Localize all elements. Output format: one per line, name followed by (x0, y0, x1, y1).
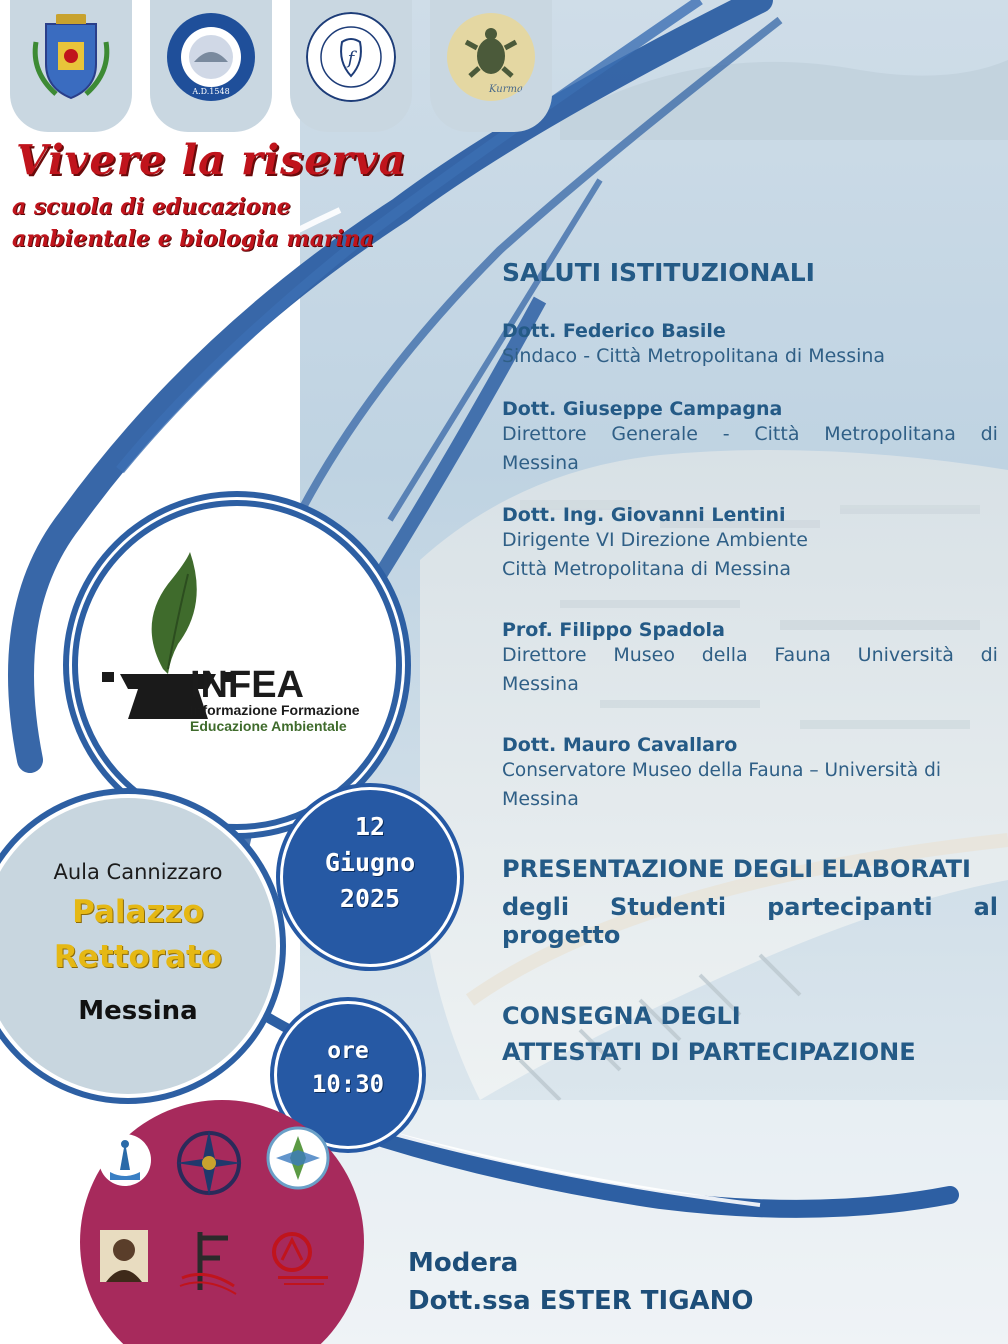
role-word: Fauna (774, 644, 831, 666)
word: al (973, 893, 998, 921)
speaker-role-line (502, 420, 998, 449)
date-year: 2025 (339, 884, 401, 913)
presentazione-line3: progetto (502, 921, 621, 949)
infea-line1: Informazione Formazione (190, 702, 360, 718)
saluti-heading: SALUTI ISTITUZIONALI (502, 258, 815, 287)
speaker-block (502, 619, 998, 699)
svg-text:Kurma: Kurma (489, 84, 523, 95)
venue-building-line1: Palazzo (72, 894, 204, 930)
venue-city: Messina (78, 996, 198, 1026)
role-word: Città (754, 423, 800, 445)
province-crest-icon (26, 12, 116, 102)
role-word: Metropolitana (824, 423, 956, 445)
university-messina-seal-icon (166, 12, 256, 102)
logo-tile-museo (290, 0, 412, 132)
venue-building-line2: Rettorato (53, 939, 223, 975)
presentazione-justified (502, 893, 998, 921)
moderator-name: Dott.ssa ESTER TIGANO (408, 1286, 754, 1316)
poster-subtitle-line2: ambientale e biologia marina (12, 226, 375, 252)
speaker-name: Dott. Mauro Cavallaro (502, 734, 738, 756)
date-circle (283, 790, 457, 964)
role-word: Università (857, 644, 954, 666)
word: partecipanti (767, 893, 933, 921)
svg-text:A.D.1548: A.D.1548 (192, 87, 230, 96)
school-logo-5-icon (176, 1228, 240, 1300)
role-word: Generale (611, 423, 698, 445)
school-logo-3-icon (266, 1126, 330, 1190)
date-day: 12 (354, 812, 386, 841)
infea-logo-circle (72, 500, 402, 830)
presentazione-line (502, 893, 998, 949)
partners-circle (80, 1100, 364, 1344)
presentazione-heading: PRESENTAZIONE DEGLI ELABORATI (502, 855, 971, 883)
poster-subtitle-line1: a scuola di educazione (12, 194, 291, 220)
school-logo-1-icon (98, 1130, 152, 1190)
museo-fauna-logo-icon (306, 12, 396, 102)
infea-line2: Educazione Ambientale (190, 718, 347, 734)
school-logo-6-icon (264, 1230, 334, 1292)
portrait-logo-icon (100, 1230, 148, 1282)
role-word: Direttore (502, 644, 587, 666)
moderator-label: Modera (408, 1248, 519, 1278)
role-word: della (701, 644, 748, 666)
role-word: di (980, 423, 998, 445)
poster-title: Vivere la riserva (16, 136, 407, 184)
consegna-line1: CONSEGNA DEGLI (502, 1002, 741, 1030)
role-word: - (722, 423, 730, 445)
speaker-name: Dott. Federico Basile (502, 320, 726, 342)
role-word: di (980, 644, 998, 666)
svg-text:f: f (347, 48, 355, 69)
speaker-role-line (502, 641, 998, 670)
speaker-role: Conservatore Museo della Fauna – Università di (502, 760, 941, 781)
consegna-line2: ATTESTATI DI PARTECIPAZIONE (502, 1038, 916, 1066)
logo-tile-university (150, 0, 272, 132)
speaker-role: Messina (502, 673, 579, 695)
role-word: Museo (613, 644, 675, 666)
kurma-turtle-logo-icon (446, 12, 536, 102)
speaker-block (502, 320, 998, 371)
time-label: ore (327, 1038, 369, 1064)
word: Studenti (610, 893, 727, 921)
speaker-role: Sindaco - Città Metropolitana di Messina (502, 345, 886, 367)
speaker-name: Dott. Giuseppe Campagna (502, 398, 783, 420)
infea-name: INFEA (190, 664, 304, 706)
speaker-name: Prof. Filippo Spadola (502, 619, 725, 641)
compass-rose-logo-icon (172, 1126, 246, 1200)
logo-tile-kurma (430, 0, 552, 132)
speaker-role: Città Metropolitana di Messina (502, 558, 791, 580)
speaker-role: Dirigente VI Direzione Ambiente (502, 529, 808, 551)
speaker-block (502, 734, 998, 814)
speaker-name: Dott. Ing. Giovanni Lentini (502, 504, 786, 526)
speaker-block (502, 504, 998, 584)
speaker-role: Messina (502, 788, 579, 810)
date-month: Giugno (324, 848, 416, 877)
time-value: 10:30 (311, 1070, 385, 1098)
logo-tile-province (10, 0, 132, 132)
role-word: Direttore (502, 423, 587, 445)
venue-room: Aula Cannizzaro (53, 860, 223, 884)
word: degli (502, 893, 570, 921)
speaker-block (502, 398, 998, 478)
speaker-role: Messina (502, 452, 579, 474)
